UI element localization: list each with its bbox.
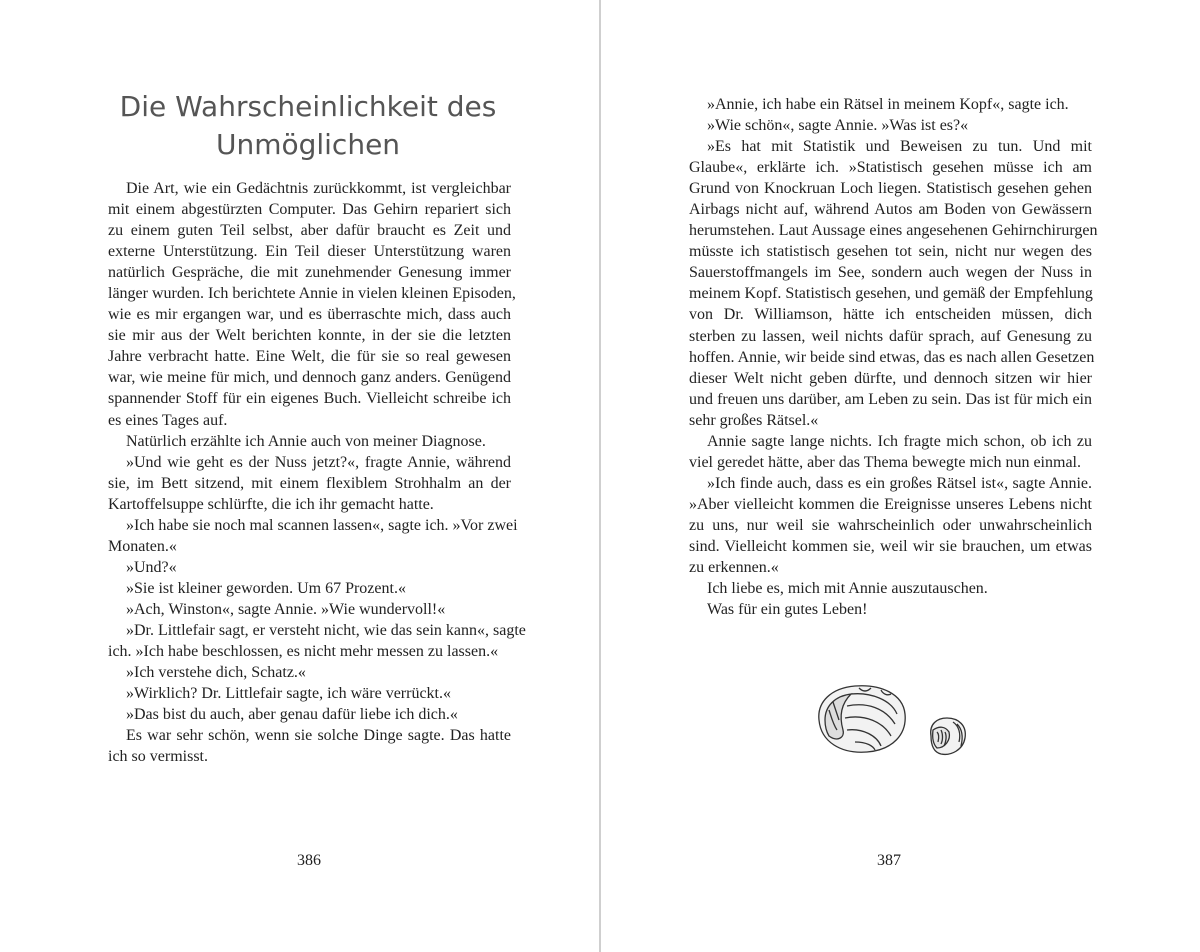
text-line: viel geredet hätte, aber das Thema bewegte mich nun einmal. <box>689 453 1081 471</box>
text-line: müsste ich statistisch gesehen tot sein, nicht nur wegen des <box>689 243 1092 261</box>
text-line: von Dr. Williamson, hätte ich entscheiden müssen, dich <box>689 306 1092 324</box>
text-line: herumstehen. Laut Aussage eines angesehenen Gehirnchirurgen <box>689 222 1098 240</box>
text-line: sehr großes Rätsel.« <box>689 411 819 429</box>
left-page <box>0 0 599 952</box>
right-body-text <box>689 94 1098 620</box>
text-line: dieser Welt nicht geben dürfte, und dennoch sitzen wir hier <box>689 369 1092 387</box>
text-line: »Ich finde auch, dass es ein großes Rätsel ist«, sagte Annie. <box>707 474 1092 492</box>
text-line: Annie sagte lange nichts. Ich fragte mich schon, ob ich zu <box>707 432 1092 450</box>
text-line: »Und wie geht es der Nuss jetzt?«, fragte Annie, während <box>126 453 511 471</box>
text-line: Grund von Knockruan Loch liegen. Statistisch gesehen gehen <box>689 180 1092 198</box>
text-line: zu uns, nur weil sie wahrscheinlich oder unwahrscheinlich <box>689 516 1092 534</box>
text-line: Was für ein gutes Leben! <box>707 601 868 619</box>
text-line: spannender Stoff für ein eigenes Buch. Vielleicht schreibe ich <box>108 390 511 408</box>
text-line: »Dr. Littlefair sagt, er versteht nicht, wie das sein kann«, sagte <box>126 621 526 639</box>
right-page <box>601 0 1200 952</box>
left-body-text <box>108 178 526 767</box>
page-number-left: 386 <box>297 852 321 869</box>
text-line: »Annie, ich habe ein Rätsel in meinem Kopf«, sagte ich. <box>707 96 1069 113</box>
text-line: »Es hat mit Statistik und Beweisen zu tun. Und mit <box>707 138 1092 156</box>
text-line: »Sie ist kleiner geworden. Um 67 Prozent.« <box>126 579 406 597</box>
text-line: länger wurden. Ich berichtete Annie in vielen kleinen Episoden, <box>108 285 516 303</box>
text-line: Kartoffelsuppe schlürfte, die ich ihr gemacht hatte. <box>108 495 434 513</box>
text-line: Monaten.« <box>108 537 177 555</box>
text-line: Sauerstoffmangels im See, sondern auch wegen der Nuss in <box>689 264 1092 282</box>
text-line: Airbags nicht auf, während Autos am Boden von Gewässern <box>689 201 1092 219</box>
page-number-right: 387 <box>877 852 901 869</box>
chapter-title <box>108 88 508 164</box>
text-line: Jahre verbracht hatte. Eine Welt, die für sie so real gewesen <box>108 348 511 366</box>
text-line: sterben zu lassen, weil nichts dafür sprach, auf Genesung zu <box>689 327 1092 345</box>
text-line: »Wie schön«, sagte Annie. »Was ist es?« <box>707 117 969 135</box>
chapter-title-line-2: Unmöglichen <box>215 128 401 161</box>
text-line: mit einem abgestürzten Computer. Das Gehirn repariert sich <box>108 201 511 219</box>
text-line: »Ich habe sie noch mal scannen lassen«, sagte ich. »Vor zwei <box>126 516 518 534</box>
text-line: Es war sehr schön, wenn sie solche Dinge sagte. Das hatte <box>126 727 511 745</box>
text-line: es eines Tages auf. <box>108 411 228 429</box>
text-line: zu einem guten Teil selbst, aber dafür braucht es Zeit und <box>108 222 511 240</box>
text-line: meinem Kopf. Statistisch gesehen, und gemäß der Empfehlung <box>689 285 1093 303</box>
text-line: und freuen uns darüber, am Leben zu sein. Das ist für mich ein <box>689 390 1092 408</box>
text-line: Die Art, wie ein Gedächtnis zurückkommt, ist vergleichbar <box>126 180 511 197</box>
hazelnut-drawing <box>931 718 966 754</box>
text-line: »Ach, Winston«, sagte Annie. »Wie wundervoll!« <box>126 600 446 618</box>
text-line: zu erkennen.« <box>689 559 779 577</box>
text-line: »Das bist du auch, aber genau dafür liebe ich dich.« <box>126 706 458 724</box>
text-line: Natürlich erzählte ich Annie auch von meiner Diagnose. <box>126 432 486 450</box>
text-line: ich so vermisst. <box>108 748 208 766</box>
text-line: sie mir aus der Welt berichten konnte, in der sie die letzten <box>108 327 511 345</box>
text-line: war, wie meine für mich, und dennoch ganz anders. Genügend <box>108 369 511 387</box>
text-line: hoffen. Annie, wir beide sind etwas, das es nach allen Gesetzen <box>689 348 1095 366</box>
text-line: ich. »Ich habe beschlossen, es nicht mehr messen zu lassen.« <box>108 643 499 661</box>
text-line: externe Unterstützung. Ein Teil dieser Unterstützung waren <box>108 243 511 261</box>
walnut-drawing <box>819 686 905 752</box>
text-line: Ich liebe es, mich mit Annie auszutauschen. <box>707 580 988 598</box>
text-line: »Ich verstehe dich, Schatz.« <box>126 664 306 682</box>
text-line: Glaube«, erklärte ich. »Statistisch gesehen müsse ich am <box>689 159 1092 177</box>
text-line: »Und?« <box>126 558 177 576</box>
text-line: sie, im Bett sitzend, mit einem flexiblem Strohhalm an der <box>108 474 511 492</box>
chapter-title-line-1: Die Wahrscheinlichkeit des <box>119 90 497 123</box>
nut-illustration <box>811 680 971 760</box>
text-line: natürlich Gespräche, die mit zunehmender Genesung immer <box>108 264 511 282</box>
text-line: wie es mir ergangen war, und es überraschte mich, dass auch <box>108 306 511 324</box>
text-line: »Wirklich? Dr. Littlefair sagte, ich wäre verrückt.« <box>126 685 451 703</box>
text-line: sind. Vielleicht kommen sie, weil wir sie brauchen, um etwas <box>689 537 1092 555</box>
text-line: »Aber vielleicht kommen die Ereignisse unseres Lebens nicht <box>689 495 1092 513</box>
